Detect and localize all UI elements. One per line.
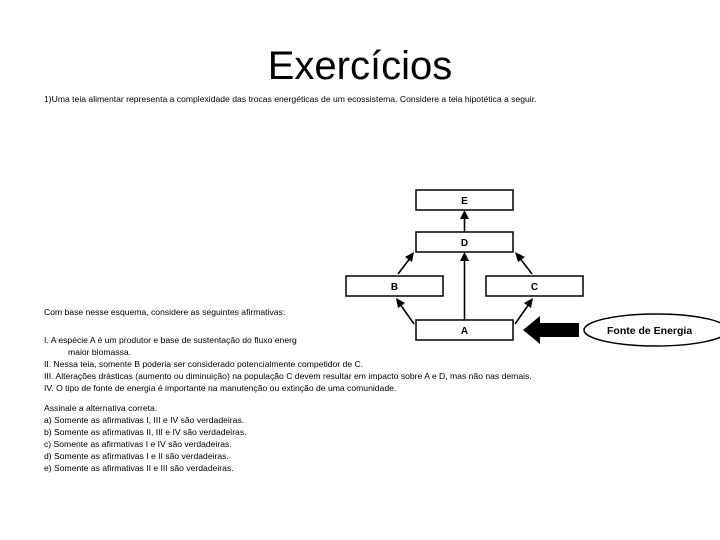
statement-i: I. A espécie A é um produtor e base de sustentação do fluxo energ	[44, 335, 297, 345]
statement-iv: IV. O tipo de fonte de energia é importante na manutenção ou extinção de uma comunidade.	[44, 383, 397, 393]
arrow-c-to-d-head	[515, 252, 525, 262]
option-e: e) Somente as afirmativas II e III são verdadeiras.	[44, 463, 234, 473]
statement-i-continuation: maior biomassa.	[68, 347, 132, 357]
slide-title: Exercícios	[267, 44, 453, 88]
box-e-label: E	[461, 196, 468, 207]
energy-source	[584, 314, 720, 346]
box-a	[416, 320, 513, 340]
box-d-label: D	[460, 238, 469, 249]
box-b-label: B	[390, 282, 399, 293]
option-c: c) Somente as afirmativas I e IV são verdadeiras.	[44, 439, 232, 449]
option-a: a) Somente as afirmativas I, III e IV são verdadeiras.	[44, 415, 245, 425]
statement-ii: II. Nessa teia, somente B poderia ser considerado potencialmente competidor de C.	[44, 359, 364, 369]
box-d	[416, 232, 513, 252]
question-intro: 1)Uma teia alimentar representa a complexidade das trocas energéticas de um ecossistema. Considere a teia hipotética a seguir.	[44, 94, 537, 104]
answers-lead: Assinale a alternativa correta.	[44, 403, 158, 413]
arrow-b-to-d-head	[405, 252, 414, 262]
statements-lead-text: Com base nesse esquema, considere as seguintes afirmativas:	[44, 307, 286, 317]
box-c-label: C	[530, 282, 539, 293]
box-a-label: A	[460, 326, 469, 337]
option-b: b) Somente as afirmativas II, III e IV são verdadeiras.	[44, 427, 247, 437]
energy-source-label: Fonte de Energia	[607, 325, 693, 337]
option-d: d) Somente as afirmativas I e II são verdadeiras.	[44, 451, 229, 461]
box-c	[486, 276, 583, 296]
box-e	[416, 190, 513, 210]
box-b	[346, 276, 443, 296]
statement-iii: III. Alterações drásticas (aumento ou diminuição) na população C devem resultar em impacto sobre A e D, mas não nas demais.	[44, 371, 532, 381]
